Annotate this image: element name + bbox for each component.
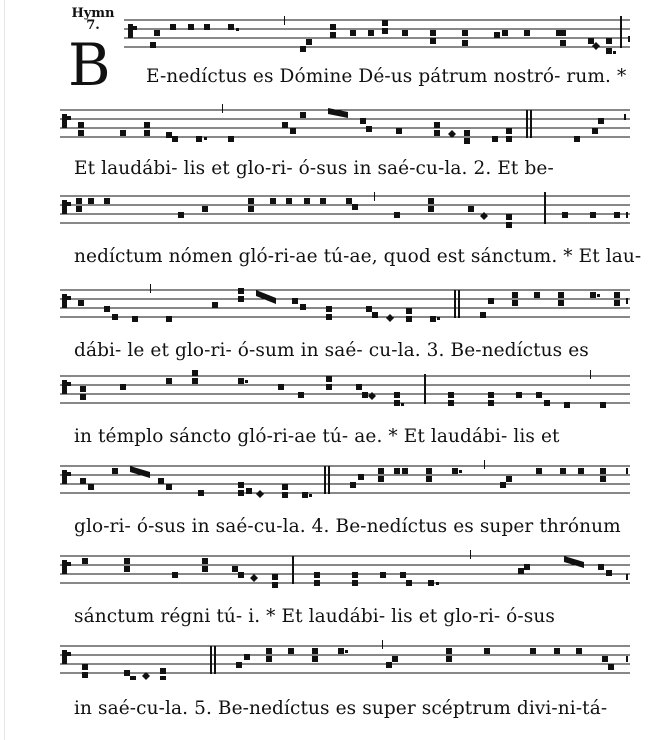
staff-3-notation: [60, 190, 630, 230]
lyric-line-2: Et laudábi- lis et glo-ri- ó-sus in saé-cu-la. 2. Et be-: [74, 158, 554, 179]
page-margin-rule: [4, 0, 5, 740]
music-staff-1: [124, 14, 630, 54]
hymn-label: [66, 8, 120, 32]
music-staff-3: [60, 190, 630, 230]
staff-5-notation: [60, 370, 630, 410]
staff-2-notation: [60, 104, 630, 144]
music-staff-5: [60, 370, 630, 410]
music-staff-4: [60, 284, 630, 324]
lyric-line-4: dábi- le et glo-ri- ó-sum in saé- cu-la. 3. Be-nedíctus es: [74, 340, 589, 361]
music-staff-6: [60, 460, 630, 500]
staff-4-notation: [60, 284, 630, 324]
lyric-line-5: in témplo sáncto gló-ri-ae tú- ae. * Et laudábi- lis et: [74, 426, 560, 447]
music-staff-7: [60, 550, 630, 590]
music-staff-8: [60, 640, 630, 680]
lyric-line-7: sánctum régni tú- i. * Et laudábi- lis et glo-ri- ó-sus: [74, 606, 555, 627]
music-staff-2: [60, 104, 630, 144]
hymn-number: 7.: [86, 18, 100, 33]
staff-7-notation: [60, 550, 630, 590]
hymn-label-word: Hymn: [71, 6, 115, 21]
staff-6-notation: [60, 460, 630, 500]
drop-cap-initial: B: [68, 31, 111, 99]
lyric-line-3: nedíctum nómen gló-ri-ae tú-ae, quod est sánctum. * Et lau-: [74, 246, 642, 267]
staff-8-notation: [60, 640, 630, 680]
staff-1-notation: [124, 14, 630, 54]
lyric-line-6: glo-ri- ó-sus in saé-cu-la. 4. Be-nedíctus es super thrónum: [74, 516, 621, 537]
staff-1-neumes: [128, 16, 630, 54]
lyric-line-1: E-nedíctus es Dómine Dé-us pátrum nostró- rum. *: [146, 66, 627, 87]
lyric-line-8: in saé-cu-la. 5. Be-nedíctus es super scéptrum divi-ni-tá-: [74, 698, 608, 719]
